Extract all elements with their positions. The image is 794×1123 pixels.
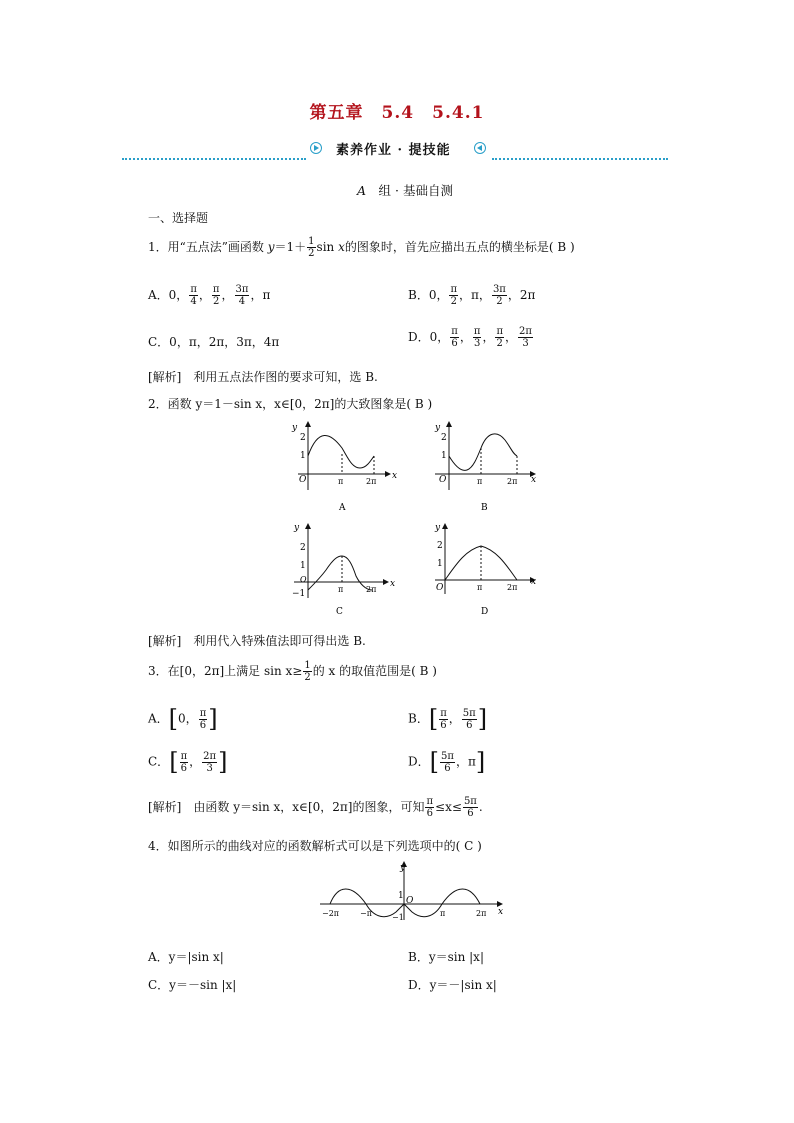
q3-analysis: [解析] 由函数 y＝sin x，x∈[0，2π]的图象，可知 $\frac{\pi}{6}$ ≤x≤ $\frac{5\pi}{6}$ .: [148, 796, 483, 819]
svg-text:D: D: [481, 607, 489, 617]
svg-text:2π: 2π: [366, 585, 377, 594]
q3-option-c: C．[ $\frac{\pi}{6}$ ， $\frac{2\pi}{3}$ ]: [148, 748, 228, 776]
svg-text:1: 1: [437, 559, 443, 569]
svg-text:2: 2: [300, 433, 306, 443]
svg-text:1: 1: [300, 561, 306, 571]
q3-option-b: B．[ $\frac{\pi}{6}$ ， $\frac{5\pi}{6}$ ]: [408, 705, 488, 733]
play-right-icon: [310, 142, 322, 154]
q4-option-a: A．y＝|sin x|: [148, 950, 224, 964]
svg-text:O: O: [299, 475, 307, 485]
question-1: 1．用“五点法”画函数 y＝1＋ $\frac{1}{2}$ sin x的图象时，首先应描出五点的横坐标是( B ): [148, 236, 575, 259]
graph-c: [292, 523, 395, 617]
svg-text:C: C: [336, 607, 343, 617]
svg-text:O: O: [406, 896, 414, 906]
svg-text:−π: −π: [360, 909, 372, 918]
svg-text:y: y: [435, 523, 441, 533]
graph-b: [434, 422, 536, 513]
page-title: 第五章 5.4 5.4.1: [309, 103, 485, 123]
svg-text:1: 1: [398, 891, 404, 901]
svg-text:B: B: [481, 503, 488, 513]
svg-text:−2π: −2π: [322, 909, 340, 918]
svg-text:2: 2: [437, 541, 443, 551]
question-2: 2．函数 y＝1－sin x，x∈[0，2π]的大致图象是( B ): [148, 397, 433, 411]
q1-option-a: A．0， $\frac{\pi}{4}$ ， $\frac{\pi}{2}$ ， $\frac{3\pi}{4}$ ，π: [148, 284, 271, 307]
svg-text:x: x: [531, 475, 537, 485]
svg-text:π: π: [338, 477, 344, 486]
graph-d: [434, 523, 536, 617]
svg-text:−1: −1: [292, 589, 306, 599]
svg-text:x: x: [390, 579, 396, 589]
svg-text:x: x: [498, 907, 504, 917]
q4-option-b: B．y＝sin |x|: [408, 950, 484, 964]
svg-text:y: y: [435, 423, 441, 433]
q2-analysis: [解析] 利用代入特殊值法即可得出选 B.: [148, 634, 366, 648]
q1-option-c: C．0，π，2π，3π，4π: [148, 335, 280, 349]
question-3: 3．在[0，2π]上满足 sin x≥ $\frac{1}{2}$ 的 x 的取值范围是( B ): [148, 660, 437, 683]
svg-text:2: 2: [300, 543, 306, 553]
dotted-rule-right: [492, 158, 668, 160]
dotted-rule-left: [122, 158, 306, 160]
svg-text:O: O: [439, 475, 447, 485]
q1-option-b: B．0， $\frac{\pi}{2}$ ，π， $\frac{3\pi}{2}$ ，2π: [408, 284, 536, 307]
svg-text:2: 2: [441, 433, 447, 443]
svg-text:x: x: [392, 471, 398, 481]
q2-graphs: [280, 418, 540, 618]
svg-text:π: π: [338, 585, 344, 594]
q4-option-c: C．y＝－sin |x|: [148, 978, 237, 992]
group-heading: A 组 · 基础自测: [357, 183, 453, 198]
svg-text:π: π: [440, 909, 446, 918]
svg-text:y: y: [292, 423, 298, 433]
q4-graph: [316, 858, 516, 924]
section-heading: 一、选择题: [148, 211, 209, 225]
svg-text:1: 1: [441, 451, 447, 461]
svg-text:O: O: [300, 575, 307, 584]
q1-option-d: D．0， $\frac{\pi}{6}$ ， $\frac{\pi}{3}$ ， $\frac{\pi}{2}$ ， $\frac{2\pi}{3}$: [408, 326, 532, 349]
svg-text:2π: 2π: [507, 477, 518, 486]
q4-option-d: D．y＝－|sin x|: [408, 978, 497, 992]
svg-text:y: y: [400, 863, 406, 873]
svg-text:π: π: [477, 583, 483, 592]
svg-text:2π: 2π: [366, 477, 377, 486]
q3-option-d: D．[ $\frac{5\pi}{6}$ ，π]: [408, 748, 486, 776]
svg-text:y: y: [294, 523, 300, 533]
section-banner: [306, 138, 492, 158]
q1-analysis: [解析] 利用五点法作图的要求可知，选 B.: [148, 370, 378, 384]
svg-text:O: O: [436, 583, 444, 593]
svg-text:x: x: [531, 577, 537, 587]
svg-text:2π: 2π: [507, 583, 518, 592]
play-left-icon: [474, 142, 486, 154]
banner-text: 素养作业 · 提技能: [336, 143, 451, 158]
svg-text:π: π: [477, 477, 483, 486]
svg-text:2π: 2π: [476, 909, 487, 918]
svg-text:−1: −1: [392, 913, 404, 922]
graph-a: [291, 422, 397, 513]
question-4: 4．如图所示的曲线对应的函数解析式可以是下列选项中的( C ): [148, 839, 482, 853]
q3-option-a: A．[0， $\frac{\pi}{6}$ ]: [148, 705, 218, 733]
svg-text:1: 1: [300, 451, 306, 461]
svg-text:A: A: [339, 503, 346, 513]
